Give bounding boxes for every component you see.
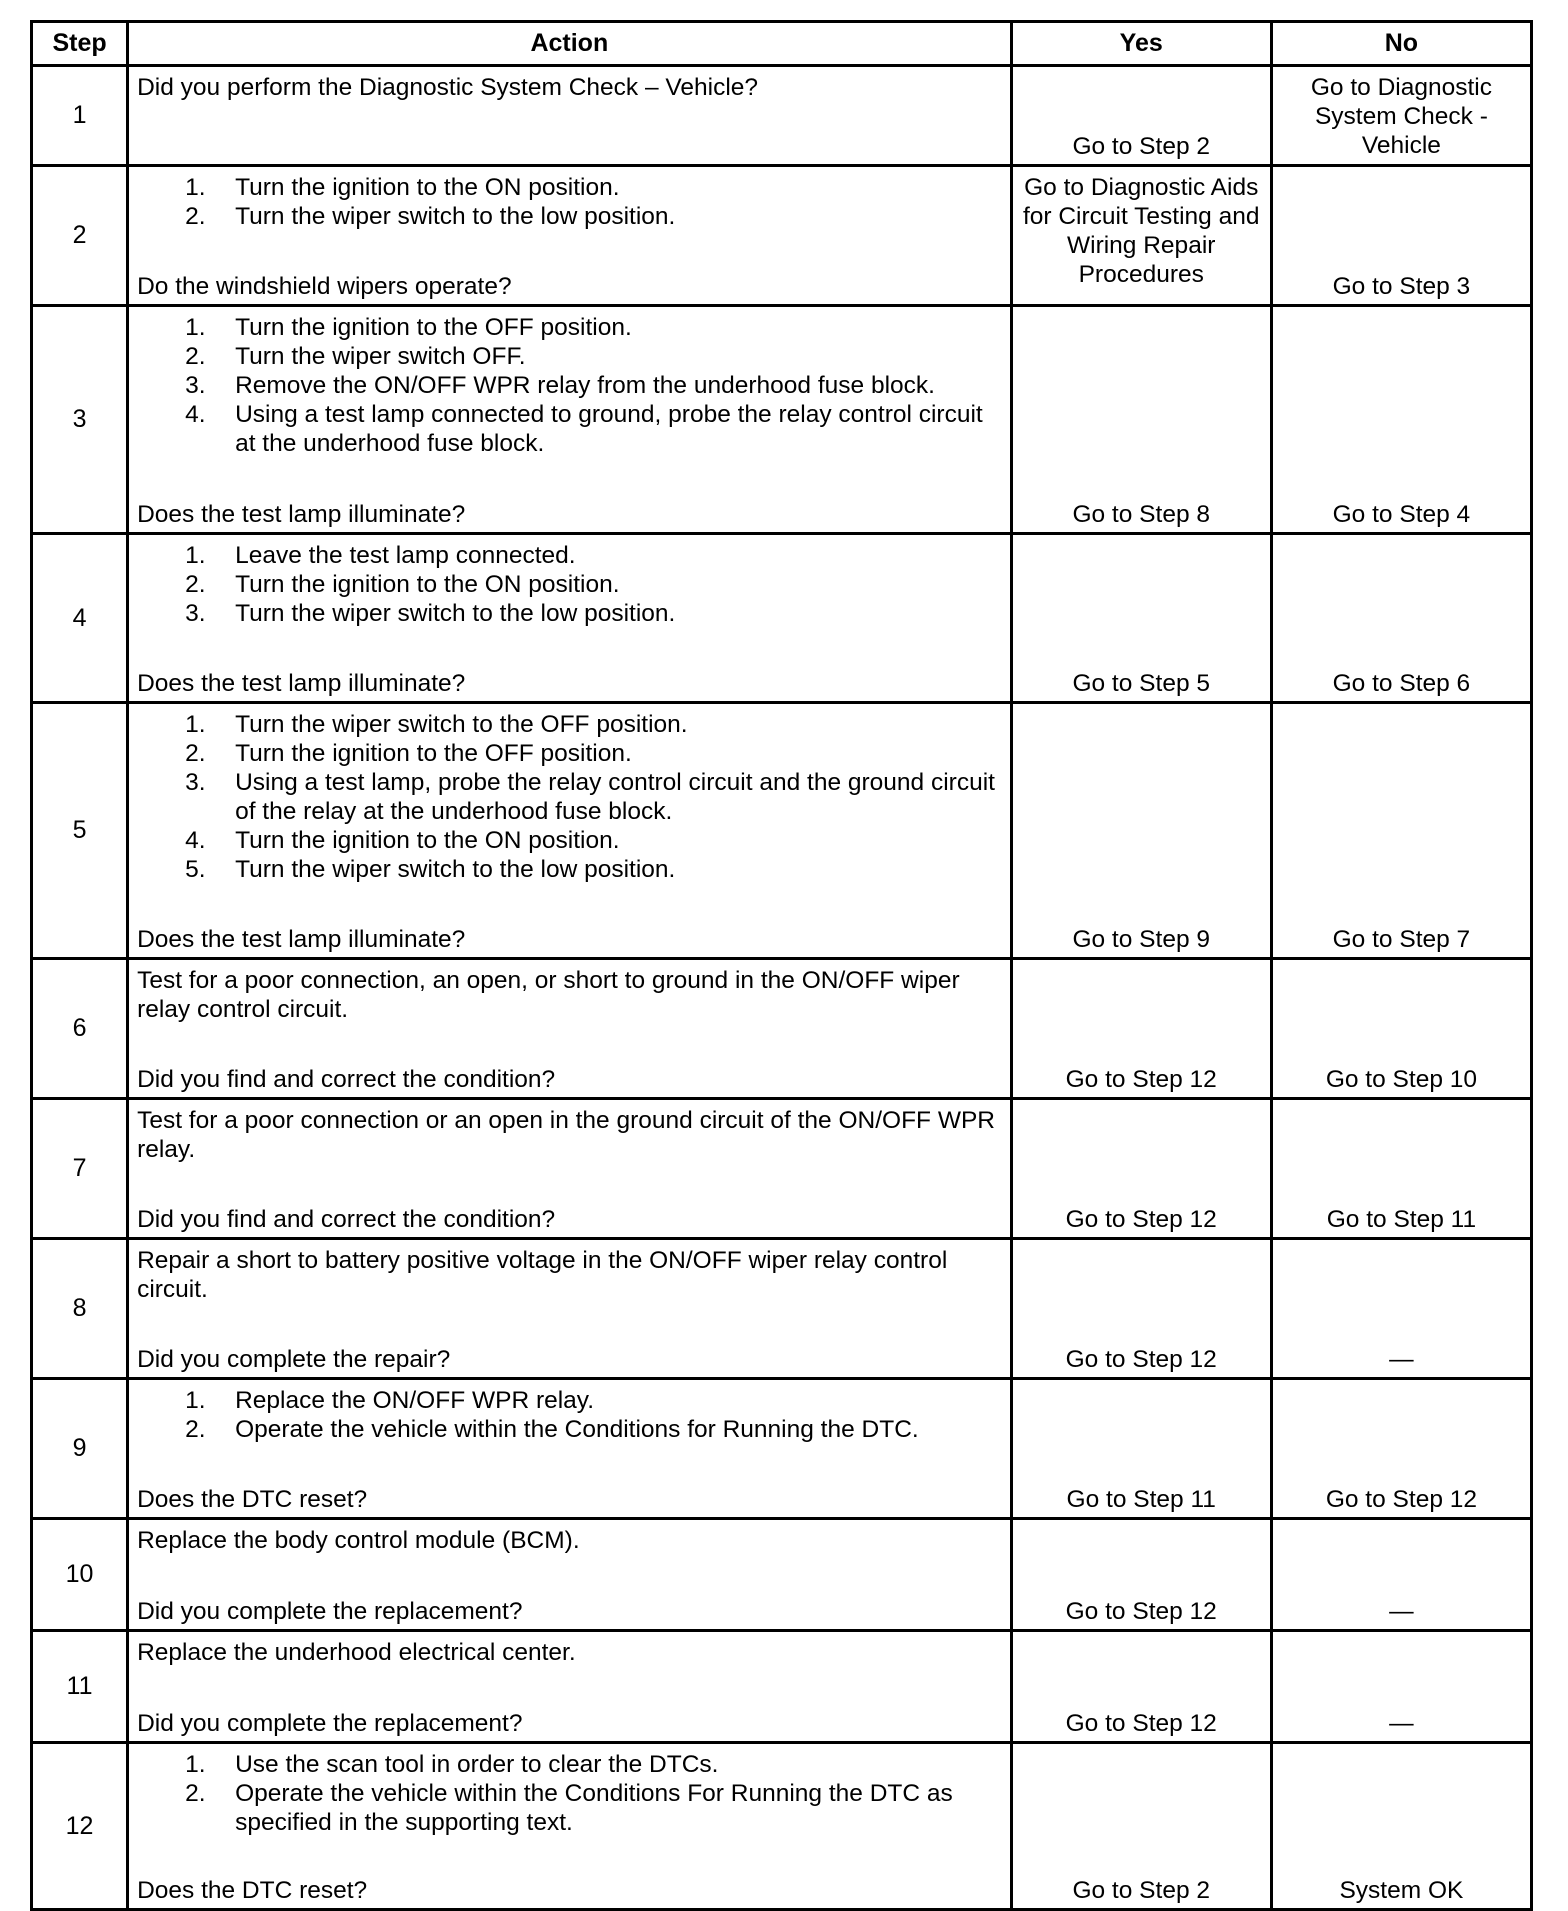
list-item-number: 1. xyxy=(185,174,206,201)
step-number: 9 xyxy=(32,1379,128,1519)
action-question: Does the DTC reset? xyxy=(137,1486,368,1513)
action-cell xyxy=(128,66,1012,166)
action-instructions xyxy=(137,1750,1002,1837)
list-item xyxy=(137,599,1002,628)
table-row xyxy=(32,166,1532,306)
list-item-text: Turn the ignition to the OFF position. xyxy=(235,740,632,767)
list-item xyxy=(137,855,1002,884)
action-content xyxy=(129,307,1010,532)
yes-result: Go to Step 8 xyxy=(1072,501,1210,528)
list-item-text: Leave the test lamp connected. xyxy=(235,542,576,569)
list-item-number: 1. xyxy=(185,542,206,569)
list-item-text: Operate the vehicle within the Conditions for Running the DTC. xyxy=(235,1416,919,1443)
action-question: Does the test lamp illuminate? xyxy=(137,670,466,697)
table-row xyxy=(32,1379,1532,1519)
list-item-number: 2. xyxy=(185,571,206,598)
action-cell xyxy=(128,1519,1012,1631)
list-item-number: 1. xyxy=(185,314,206,341)
header-row xyxy=(32,22,1532,66)
action-cell xyxy=(128,1379,1012,1519)
action-cell xyxy=(128,1099,1012,1239)
step-number: 3 xyxy=(32,306,128,534)
no-cell xyxy=(1271,534,1531,703)
list-item xyxy=(137,826,1002,855)
action-question: Did you complete the replacement? xyxy=(137,1598,523,1625)
yes-cell xyxy=(1011,1379,1271,1519)
list-item-number: 4. xyxy=(185,401,206,428)
action-cell xyxy=(128,1631,1012,1743)
step-number: 10 xyxy=(32,1519,128,1631)
action-question: Does the test lamp illuminate? xyxy=(137,501,466,528)
action-question: Did you find and correct the condition? xyxy=(137,1066,556,1093)
action-text: Replace the body control module (BCM). xyxy=(137,1527,580,1554)
table-row xyxy=(32,1099,1532,1239)
list-item xyxy=(137,710,1002,739)
no-result: — xyxy=(1389,1346,1414,1373)
numbered-steps xyxy=(137,1386,1002,1444)
table-row xyxy=(32,1631,1532,1743)
action-cell xyxy=(128,1239,1012,1379)
numbered-steps xyxy=(137,313,1002,458)
yes-result: Go to Step 9 xyxy=(1072,926,1210,953)
diagnostic-table xyxy=(30,20,1533,1911)
list-item-text: Turn the ignition to the ON position. xyxy=(235,827,620,854)
action-content xyxy=(129,167,1010,304)
action-cell xyxy=(128,534,1012,703)
numbered-steps xyxy=(137,541,1002,628)
action-content xyxy=(129,1100,1010,1237)
action-question: Did you complete the replacement? xyxy=(137,1710,523,1737)
table-row xyxy=(32,1519,1532,1631)
action-cell xyxy=(128,1743,1012,1910)
list-item-text: Turn the ignition to the ON position. xyxy=(235,174,620,201)
yes-cell xyxy=(1011,66,1271,166)
list-item-number: 1. xyxy=(185,1387,206,1414)
yes-result: Go to Step 12 xyxy=(1065,1206,1217,1233)
no-result: Go to Step 12 xyxy=(1325,1486,1477,1513)
action-instructions xyxy=(137,1106,1002,1164)
no-result: Go to Step 11 xyxy=(1326,1206,1477,1233)
table-row xyxy=(32,1239,1532,1379)
list-item-text: Turn the ignition to the OFF position. xyxy=(235,314,632,341)
yes-result: Go to Step 12 xyxy=(1065,1346,1217,1373)
list-item xyxy=(137,202,1002,231)
action-content xyxy=(129,704,1010,957)
yes-cell xyxy=(1011,166,1271,306)
no-result: System OK xyxy=(1339,1877,1464,1904)
table-row xyxy=(32,703,1532,959)
step-number: 2 xyxy=(32,166,128,306)
list-item-text: Turn the wiper switch to the low position. xyxy=(235,600,676,627)
yes-result: Go to Step 2 xyxy=(1072,133,1210,160)
header-step: Step xyxy=(32,22,128,66)
no-cell xyxy=(1271,703,1531,959)
yes-cell xyxy=(1011,1519,1271,1631)
action-instructions xyxy=(137,313,1002,458)
no-result: Go to Step 3 xyxy=(1332,273,1471,300)
list-item xyxy=(137,400,1002,458)
action-content xyxy=(129,1240,1010,1377)
yes-cell xyxy=(1011,1099,1271,1239)
list-item xyxy=(137,1415,1002,1444)
action-instructions xyxy=(137,710,1002,884)
list-item-text: Turn the wiper switch to the OFF position. xyxy=(235,711,688,738)
action-content xyxy=(129,1632,1010,1741)
action-instructions xyxy=(137,1526,1002,1555)
action-cell xyxy=(128,703,1012,959)
list-item-text: Operate the vehicle within the Conditions For Running the DTC as specified in the supporting text. xyxy=(235,1780,953,1836)
no-result: Go to Step 4 xyxy=(1332,501,1471,528)
table-row xyxy=(32,306,1532,534)
action-content xyxy=(129,1380,1010,1517)
action-text: Test for a poor connection or an open in the ground circuit of the ON/OFF WPR relay. xyxy=(137,1107,995,1163)
list-item-number: 3. xyxy=(185,769,206,796)
list-item-number: 3. xyxy=(185,372,206,399)
no-result: Go to Step 7 xyxy=(1332,926,1471,953)
list-item-text: Use the scan tool in order to clear the DTCs. xyxy=(235,1751,719,1778)
list-item-number: 2. xyxy=(185,343,206,370)
table-body xyxy=(32,66,1532,1910)
table-row xyxy=(32,1743,1532,1910)
list-item xyxy=(137,371,1002,400)
step-number: 1 xyxy=(32,66,128,166)
action-question: Do the windshield wipers operate? xyxy=(137,273,512,300)
action-cell xyxy=(128,959,1012,1099)
yes-result: Go to Step 5 xyxy=(1072,670,1210,697)
no-cell xyxy=(1271,1239,1531,1379)
action-text: Repair a short to battery positive voltage in the ON/OFF wiper relay control circuit. xyxy=(137,1247,948,1303)
action-text: Replace the underhood electrical center. xyxy=(137,1639,576,1666)
step-number: 5 xyxy=(32,703,128,959)
list-item xyxy=(137,1779,1002,1837)
list-item-number: 2. xyxy=(185,203,206,230)
yes-result: Go to Step 12 xyxy=(1065,1598,1217,1625)
no-cell xyxy=(1271,1743,1531,1910)
list-item xyxy=(137,173,1002,202)
no-cell xyxy=(1271,1099,1531,1239)
list-item xyxy=(137,570,1002,599)
action-instructions xyxy=(137,73,1002,102)
action-instructions xyxy=(137,541,1002,628)
list-item-number: 4. xyxy=(185,827,206,854)
list-item-text: Remove the ON/OFF WPR relay from the underhood fuse block. xyxy=(235,372,935,399)
no-result: Go to Step 6 xyxy=(1332,670,1471,697)
numbered-steps xyxy=(137,1750,1002,1837)
no-cell xyxy=(1271,306,1531,534)
no-cell xyxy=(1271,66,1531,166)
action-question: Did you find and correct the condition? xyxy=(137,1206,556,1233)
step-number: 6 xyxy=(32,959,128,1099)
step-number: 8 xyxy=(32,1239,128,1379)
no-result: Go to Step 10 xyxy=(1325,1066,1477,1093)
action-content xyxy=(129,535,1010,701)
list-item-text: Turn the wiper switch to the low position. xyxy=(235,856,676,883)
yes-cell xyxy=(1011,1631,1271,1743)
list-item-number: 5. xyxy=(185,856,206,883)
list-item-number: 2. xyxy=(185,740,206,767)
header-no: No xyxy=(1271,22,1531,66)
list-item-number: 1. xyxy=(185,1751,206,1778)
step-number: 12 xyxy=(32,1743,128,1910)
list-item-text: Replace the ON/OFF WPR relay. xyxy=(235,1387,595,1414)
yes-cell xyxy=(1011,1743,1271,1910)
action-content xyxy=(129,1744,1010,1908)
action-instructions xyxy=(137,1246,1002,1304)
yes-cell xyxy=(1011,959,1271,1099)
list-item xyxy=(137,768,1002,826)
action-cell xyxy=(128,166,1012,306)
action-instructions xyxy=(137,1638,1002,1667)
list-item xyxy=(137,1750,1002,1779)
action-content xyxy=(129,1520,1010,1629)
list-item xyxy=(137,541,1002,570)
no-cell xyxy=(1271,166,1531,306)
yes-result: Go to Step 2 xyxy=(1072,1877,1210,1904)
action-question: Did you complete the repair? xyxy=(137,1346,451,1373)
action-cell xyxy=(128,306,1012,534)
header-yes: Yes xyxy=(1011,22,1271,66)
action-text: Did you perform the Diagnostic System Check – Vehicle? xyxy=(137,74,759,101)
header-action: Action xyxy=(128,22,1012,66)
list-item xyxy=(137,313,1002,342)
step-number: 11 xyxy=(32,1631,128,1743)
list-item-text: Turn the ignition to the ON position. xyxy=(235,571,620,598)
numbered-steps xyxy=(137,710,1002,884)
list-item-number: 3. xyxy=(185,600,206,627)
yes-result: Go to Step 12 xyxy=(1065,1710,1217,1737)
list-item-number: 2. xyxy=(185,1780,206,1807)
list-item xyxy=(137,342,1002,371)
yes-cell xyxy=(1011,1239,1271,1379)
step-number: 7 xyxy=(32,1099,128,1239)
yes-cell xyxy=(1011,703,1271,959)
no-result: — xyxy=(1389,1710,1414,1737)
list-item xyxy=(137,739,1002,768)
yes-cell xyxy=(1011,534,1271,703)
table-row xyxy=(32,959,1532,1099)
no-cell xyxy=(1271,959,1531,1099)
list-item-number: 2. xyxy=(185,1416,206,1443)
no-result: Go to Diagnostic System Check - Vehicle xyxy=(1310,74,1492,159)
yes-cell xyxy=(1011,306,1271,534)
yes-result: Go to Step 11 xyxy=(1066,1486,1216,1513)
step-number: 4 xyxy=(32,534,128,703)
list-item-text: Turn the wiper switch to the low position. xyxy=(235,203,676,230)
action-content xyxy=(129,67,1010,164)
action-question: Does the DTC reset? xyxy=(137,1877,368,1904)
table-row xyxy=(32,66,1532,166)
list-item-text: Using a test lamp connected to ground, probe the relay control circuit at the underhood fuse block. xyxy=(235,401,983,457)
no-result: — xyxy=(1389,1598,1414,1625)
yes-result: Go to Step 12 xyxy=(1065,1066,1217,1093)
list-item xyxy=(137,1386,1002,1415)
action-content xyxy=(129,960,1010,1097)
action-text: Test for a poor connection, an open, or short to ground in the ON/OFF wiper relay control circuit. xyxy=(137,967,960,1023)
yes-result: Go to Diagnostic Aids for Circuit Testing and Wiring Repair Procedures xyxy=(1022,174,1260,288)
list-item-text: Using a test lamp, probe the relay control circuit and the ground circuit of the relay at the underhood fuse block. xyxy=(235,769,995,825)
no-cell xyxy=(1271,1631,1531,1743)
action-instructions xyxy=(137,966,1002,1024)
numbered-steps xyxy=(137,173,1002,231)
list-item-text: Turn the wiper switch OFF. xyxy=(235,343,526,370)
table-row xyxy=(32,534,1532,703)
no-cell xyxy=(1271,1519,1531,1631)
action-question: Does the test lamp illuminate? xyxy=(137,926,466,953)
action-instructions xyxy=(137,1386,1002,1444)
action-instructions xyxy=(137,173,1002,231)
list-item-number: 1. xyxy=(185,711,206,738)
no-cell xyxy=(1271,1379,1531,1519)
